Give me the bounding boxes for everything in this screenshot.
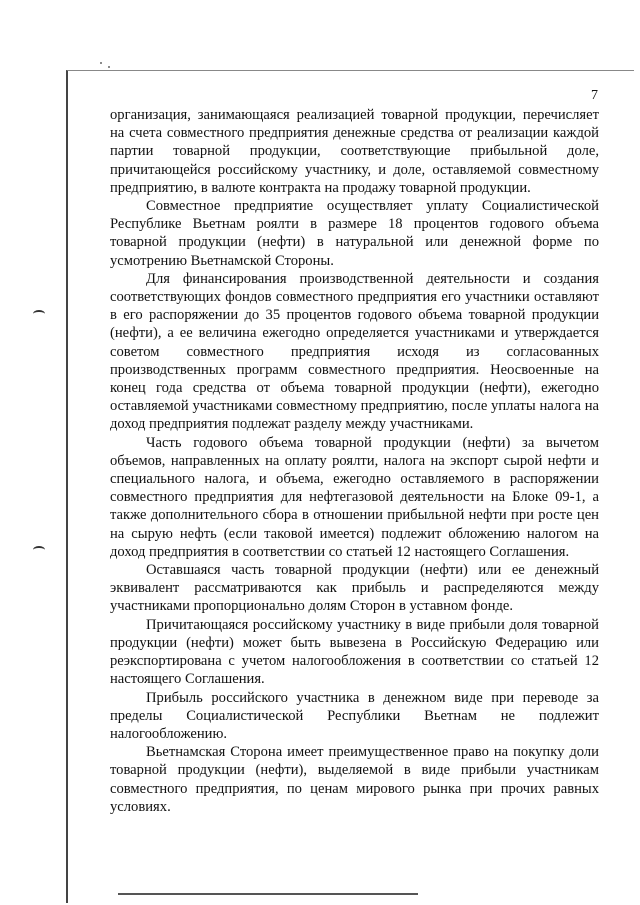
- paragraph: Для финансирования производственной деятельности и создания соответствующих фондов совместного предприятия его участники оставляют в его распоряжении до 35 процентов годового объема товарной продукции (нефти), а ее величина ежегодно определяется участниками и утверждается советом совместного предприятия исходя из согласованных производственных программ совместного предприятия. Неосвоенные на конец года средства от объема товарной продукции (нефти), ежегодно оставляемой участниками совместному предприятию, после уплаты налога на доход предприятия подлежат разделу между участниками.: [110, 270, 599, 433]
- binding-hole-mark: [33, 310, 45, 318]
- paragraph: Причитающаяся российскому участнику в виде прибыли доля товарной продукции (нефти) может быть вывезена в Российскую Федерацию или реэкспортирована с учетом налогообложения в соответствии со статьей 12 настоящего Соглашения.: [110, 616, 599, 688]
- paragraph: Вьетнамская Сторона имеет преимущественное право на покупку доли товарной продукции (нефти), выделяемой в виде прибыли участникам совместного предприятия, по ценам мирового рынка при прочих равных условиях.: [110, 744, 599, 815]
- paragraph: организация, занимающаяся реализацией товарной продукции, перечисляет на счета совместного предприятия денежные средства от реализации каждой партии товарной продукции, соответствующие прибыльной доле, причитающейся российскому участнику, и доле, оставляемой совместному предприятию, в валюте контракта на продажу товарной продукции.: [110, 107, 599, 196]
- page-number: 7: [591, 88, 598, 103]
- scan-bottom-edge: [118, 893, 418, 895]
- scan-speck: [108, 66, 110, 68]
- paragraph: Совместное предприятие осуществляет уплату Социалистической Республике Вьетнам роялти в размере 18 процентов годового объема товарной продукции (нефти) в натуральной или денежной форме по усмотрению Вьетнамской Стороны.: [110, 198, 599, 269]
- document-body: [110, 106, 599, 816]
- binding-hole-mark: [33, 546, 45, 554]
- paragraph: Оставшаяся часть товарной продукции (нефти) или ее денежный эквивалент рассматриваются как прибыль и распределяются между участниками пропорционально долям Сторон в уставном фонде.: [110, 562, 599, 615]
- paragraph: Прибыль российского участника в денежном виде при переводе за пределы Социалистической Республики Вьетнам не подлежит налогообложению.: [110, 689, 599, 742]
- paragraph: Часть годового объема товарной продукции (нефти) за вычетом объемов, направленных на оплату роялти, налога на экспорт сырой нефти и специального налога, и объема, ежегодно оставляемого в распоряжении совместного предприятия для нефтегазовой деятельности на Блоке 09-1, а также дополнительного сбора в отношении прибыльной нефти при росте цен на сырую нефть (если таковой имеется) подлежит обложению налогом на доход предприятия в соответствии со статьей 12 настоящего Соглашения.: [110, 434, 599, 560]
- scan-speck: [100, 62, 102, 64]
